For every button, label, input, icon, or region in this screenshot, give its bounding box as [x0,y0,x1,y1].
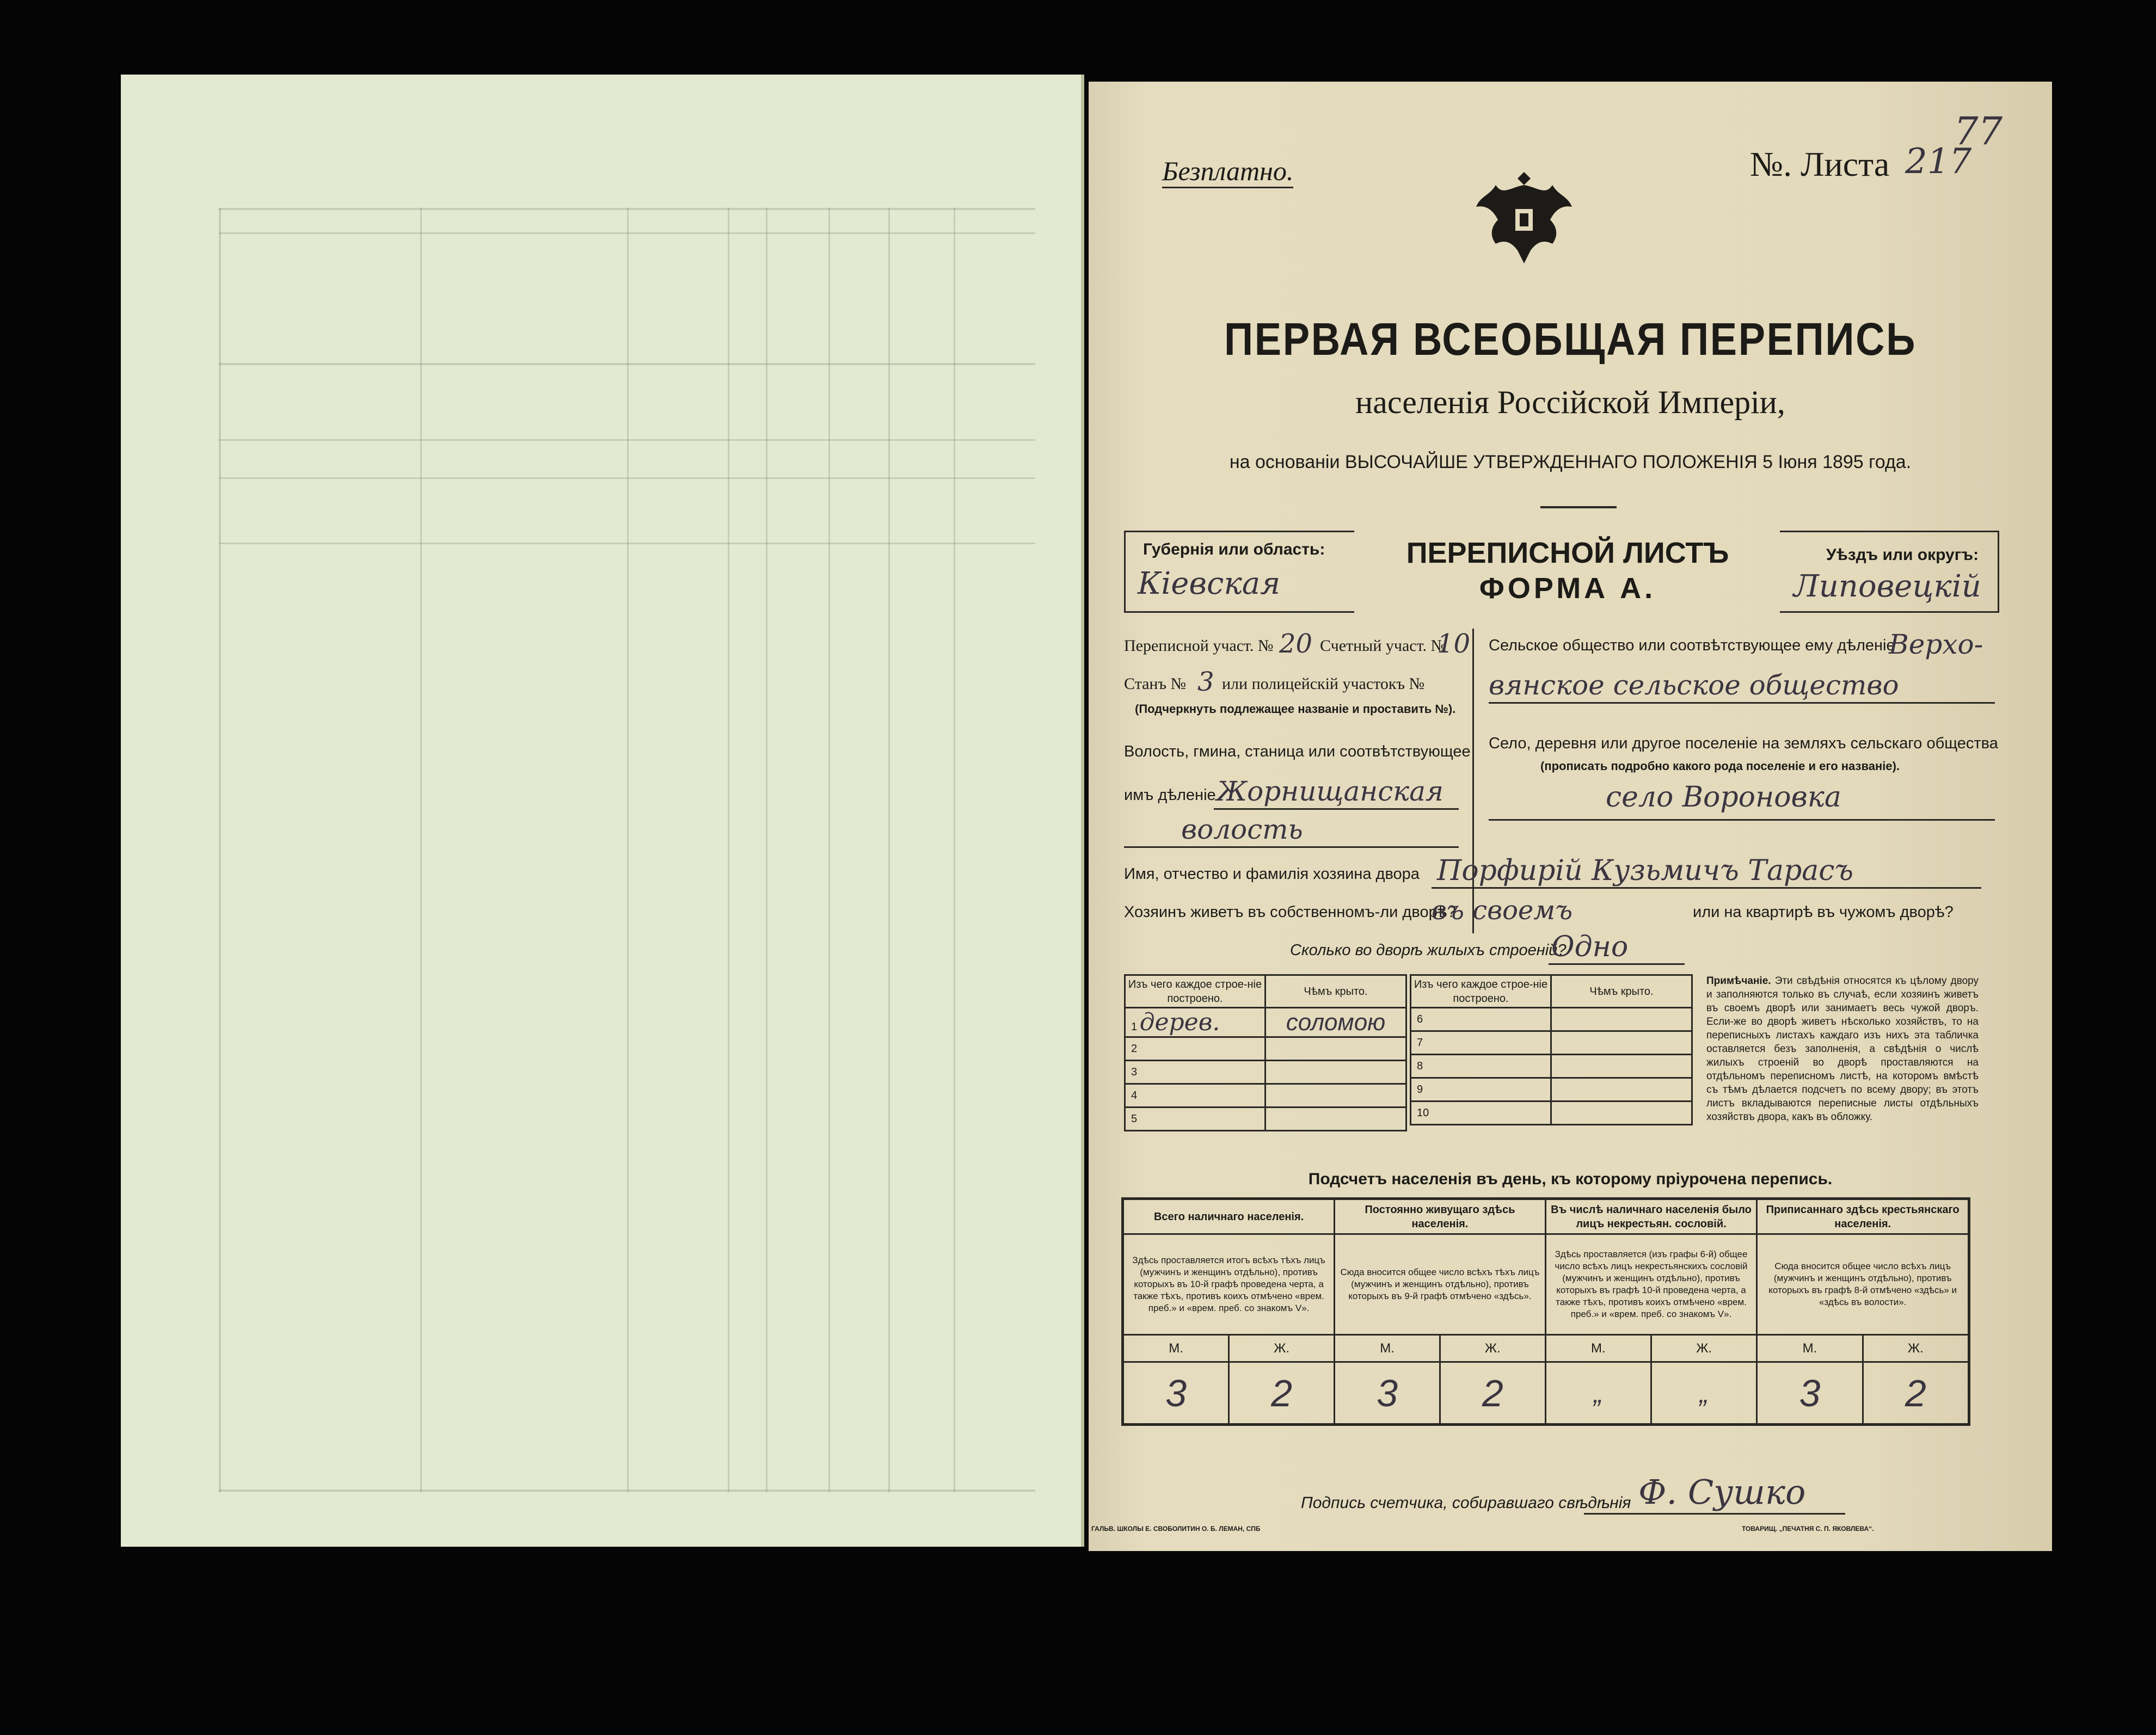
count-col-head-nonpeasant: Въ числѣ наличнаго населенія было лицъ некрестьян. сословій. [1545,1199,1757,1234]
own-yard-label: Хозяинъ живетъ въ собственномъ-ли дворѣ? [1124,903,1456,921]
printer-credit-left: ГАЛЬВ. ШКОЛЫ Е. СВОБОЛИТИН О. Б. ЛЕМАН, СПБ [1091,1525,1261,1533]
stan-label: Станъ № [1124,675,1187,693]
buildings-table-right [1410,974,1693,1125]
count-col-head-total: Всего наличнаго населенія. [1123,1199,1335,1234]
volost-value-1: Жорнищанская [1217,776,1444,807]
village-value: село Вороновка [1606,781,1841,814]
count-title: Подсчетъ населенія въ день, къ которому пріурочена перепись. [1308,1170,1833,1188]
table-row [1411,1055,1551,1078]
village-note: (прописать подробно какого рода поселеніе и его названіе). [1540,759,1900,773]
row-number: 4 [1131,1089,1138,1102]
left-ledger-col [954,208,955,1492]
census-form-page [1089,82,2052,1551]
note-lead: Примѣчаніе. [1706,975,1771,987]
row-number: 3 [1131,1066,1138,1078]
volost-value-2: волость [1181,814,1303,845]
table-row [1125,1108,1266,1131]
census-title: ПЕРВАЯ ВСЕОБЩАЯ ПЕРЕПИСЬ [1224,313,1917,365]
roof-cell [1551,1031,1692,1055]
roof-cell [1266,1084,1406,1108]
imperial-eagle-emblem [1470,163,1578,272]
census-basis-line: на основаніи ВЫСОЧАЙШЕ УТВЕРЖДЕННАГО ПОЛОЖЕНІЯ 5 Іюня 1895 года. [1229,452,1912,472]
owner-value: Порфирій Кузьмичъ Тарасъ [1437,854,1854,887]
roof-cell [1266,1061,1406,1084]
province-label: Губернія или область: [1143,540,1325,558]
district-value: Липовецкій [1793,569,1981,604]
police-area-label: или полицейскій участокъ № [1222,675,1425,693]
society-label: Сельское общество или соотвѣтствующее ему дѣленіе [1489,637,1895,654]
population-count-table [1121,1197,1970,1426]
total-female-count: 2 [1229,1362,1335,1425]
printer-credit-right: ТОВАРИЩ. „ПЕЧАТНЯ С. П. ЯКОВЛЕВА“. [1742,1525,1874,1533]
count-col-desc: Здѣсь проставляется итогъ всѣхъ тѣхъ лицъ (мужчинъ и женщинъ отдѣльно), противъ которыхъ въ 10-й графѣ проведена черта, а также тѣхъ, противъ коихъ отмѣчено «врем. преб.» и «врем. преб. со знакомъ V». [1123,1234,1335,1335]
signature-label: Подпись счетчика, собиравшаго свѣдѣнія [1301,1494,1631,1512]
row-number: 1 [1131,1021,1138,1033]
left-ledger-col [219,208,221,1492]
table-row [1125,1037,1266,1061]
society-underline [1489,702,1995,704]
total-male-count: 3 [1123,1362,1229,1425]
male-header: М. [1757,1335,1863,1362]
roof-header: Чѣмъ крыто. [1551,975,1692,1008]
registered-male-count: 3 [1757,1362,1863,1425]
row-number: 7 [1417,1036,1423,1049]
count-area-label: Счетный участ. № [1320,637,1447,655]
table-row [1411,1031,1551,1055]
left-page [121,75,1084,1547]
roof-cell [1551,1102,1692,1125]
district-label: Уѣздъ или округъ: [1826,546,1979,564]
table-row [1125,1008,1266,1037]
note-text: Эти свѣдѣнія относятся къ цѣлому двору и заполняются только въ случаѣ, если хозяинъ живетъ въ своемъ дворѣ или занимаетъ весь чужой дворъ. Если-же во дворѣ живетъ нѣсколько хозяйствъ, то на переписныхъ листахъ каждаго изъ нихъ эта табличка оставляется безъ заполненія, а свѣдѣнія о числѣ жилыхъ строеній во дворѣ проставляются на отдѣльномъ переписномъ листѣ, на которомъ вмѣстѣ съ тѣмъ дѣлается подсчетъ по всему двору; въ этотъ листъ вкладываются переписные листы отдѣльныхъ хозяйствъ двора, какъ въ обложку. [1706,975,1979,1123]
female-header: Ж. [1440,1335,1545,1362]
table-row [1411,1102,1551,1125]
left-ledger-col [766,208,767,1492]
row-number: 2 [1131,1042,1138,1055]
material-value: дерев. [1139,1008,1220,1036]
row-number: 5 [1131,1112,1138,1125]
female-header: Ж. [1229,1335,1335,1362]
form-name: ФОРМА А. [1479,572,1656,605]
owner-underline [1432,887,1981,889]
roof-cell [1266,1037,1406,1061]
material-header: Изъ чего каждое строе-ніе построено. [1411,975,1551,1008]
count-col-head-permanent: Постоянно живущаго здѣсь населенія. [1335,1199,1546,1234]
row-number: 10 [1417,1106,1429,1119]
ornament-divider [1540,506,1617,508]
female-header: Ж. [1863,1335,1969,1362]
left-ledger-col [828,208,830,1492]
left-ledger-col [888,208,890,1492]
material-header: Изъ чего каждое строе-ніе построено. [1125,975,1266,1008]
roof-header: Чѣмъ крыто. [1266,975,1406,1008]
left-ledger-col [420,208,422,1492]
own-yard-value: въ своемъ [1432,895,1573,926]
table-row [1125,1061,1266,1084]
note-block [1706,974,1979,1124]
archive-folio-number: 77 [1954,109,2003,153]
underline-note: (Подчеркнуть подлежащее названіе и проставить №). [1135,702,1456,716]
buildings-underline [1549,963,1685,965]
society-value-1: Верхо- [1889,629,1983,660]
count-col-desc: Сюда вносится общее число всѣхъ тѣхъ лицъ (мужчинъ и женщинъ отдѣльно), противъ которыхъ въ 9-й графѣ отмѣчено «здѣсь». [1335,1234,1546,1335]
sheet-number-label: №. Листа [1750,145,1890,183]
province-value: Кіевская [1138,566,1281,601]
table-row [1125,1084,1266,1108]
volost-underline [1214,808,1459,810]
left-ledger-col [728,208,729,1492]
owner-label: Имя, отчество и фамилія хозяина двора [1124,865,1420,883]
roof-cell [1551,1055,1692,1078]
signature-underline [1584,1513,1845,1515]
row-number: 9 [1417,1083,1423,1096]
census-sheet-title: ПЕРЕПИСНОЙ ЛИСТЪ [1406,537,1729,569]
society-value-2: вянское сельское общество [1489,669,1899,701]
row-number: 8 [1417,1060,1423,1072]
table-row [1411,1008,1551,1031]
roof-value: соломою [1266,1008,1406,1037]
census-area-value: 20 [1279,629,1313,659]
count-area-value: 10 [1437,629,1471,659]
male-header: М. [1335,1335,1440,1362]
male-header: М. [1123,1335,1229,1362]
nonpeasant-male-count: „ [1545,1362,1651,1425]
stan-value: 3 [1197,667,1214,697]
row-number: 6 [1417,1013,1423,1025]
village-label: Село, деревня или другое поселеніе на земляхъ сельскаго общества [1489,735,1998,752]
volost-underline [1124,846,1459,848]
volost-label-2: имъ дѣленіе [1124,786,1216,804]
count-col-desc: Здѣсь проставляется (изъ графы 6-й) общее число всѣхъ лицъ некрестьянскихъ сословій (мужчинъ и женщинъ отдѣльно), противъ которыхъ въ графѣ 10-й проведена черта, а также тѣхъ, противъ коихъ отмѣчено «врем. преб.» и «врем. преб. со знакомъ V». [1545,1234,1757,1335]
count-col-desc: Сюда вносится общее число всѣхъ лицъ (мужчинъ и женщинъ отдѣльно), противъ которыхъ въ графѣ 8-й отмѣчено «здѣсь» и «здѣсь въ волости». [1757,1234,1969,1335]
buildings-table-left [1124,974,1407,1131]
permanent-male-count: 3 [1335,1362,1440,1425]
enumerator-signature: Ф. Сушко [1638,1472,1806,1512]
free-label: Безплатно. [1162,155,1293,188]
permanent-female-count: 2 [1440,1362,1545,1425]
village-underline [1489,819,1995,821]
volost-label-1: Волость, гмина, станица или соотвѣтствующее [1124,743,1471,760]
count-col-head-registered: Приписаннаго здѣсь крестьянскаго населенія. [1757,1199,1969,1234]
roof-cell [1266,1108,1406,1131]
sheet-number-value: 217 [1905,141,1972,182]
registered-female-count: 2 [1863,1362,1969,1425]
table-row [1411,1078,1551,1102]
roof-cell [1551,1078,1692,1102]
rent-label: или на квартирѣ въ чужомъ дворѣ? [1693,903,1954,921]
nonpeasant-female-count: „ [1651,1362,1757,1425]
census-subtitle: населенія Россійской Имперіи, [1355,384,1785,420]
buildings-value: Одно [1551,931,1629,963]
census-area-label: Переписной участ. № [1124,637,1274,655]
roof-cell [1551,1008,1692,1031]
buildings-label: Сколько во дворѣ жилыхъ строеній? [1290,942,1567,959]
male-header: М. [1545,1335,1651,1362]
left-ledger-col [627,208,629,1492]
female-header: Ж. [1651,1335,1757,1362]
